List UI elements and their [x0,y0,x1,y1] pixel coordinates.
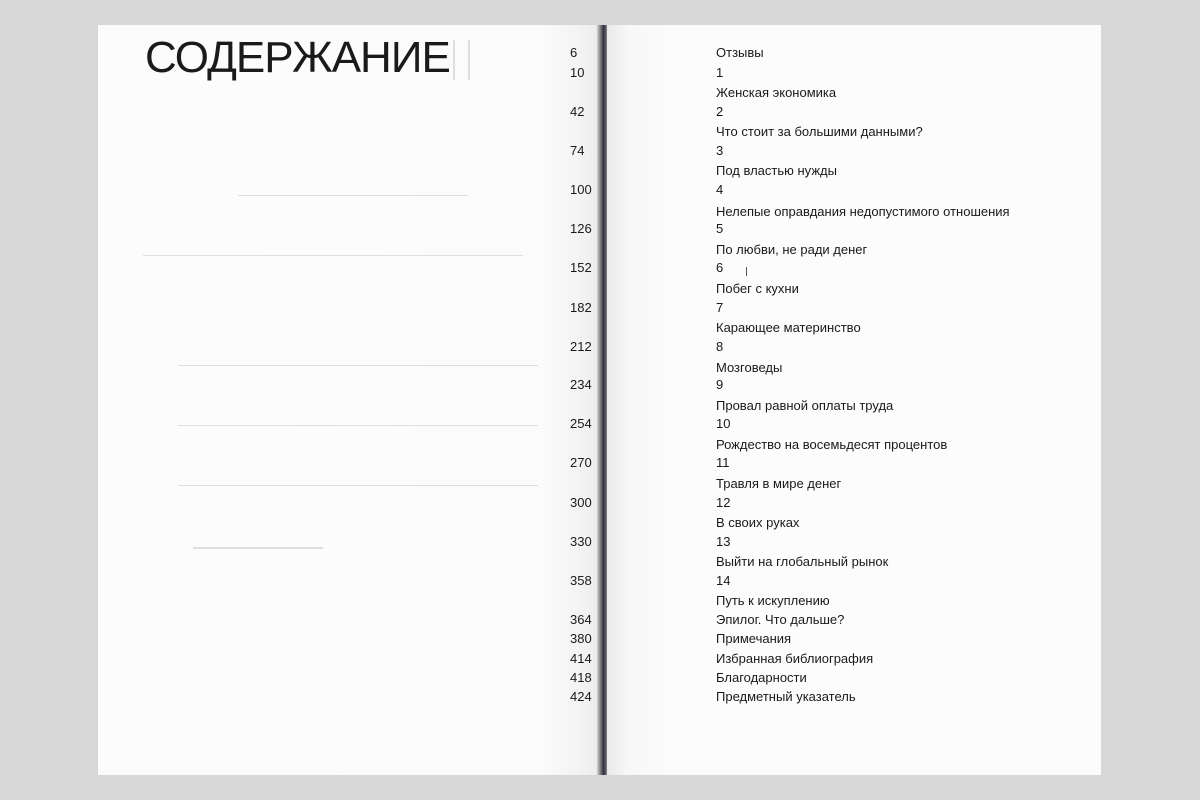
toc-chapter-number: 1 [716,65,724,80]
show-through-mark [178,365,538,366]
toc-page-number: 364 [570,612,592,627]
toc-page-number: 212 [570,339,592,354]
toc-chapter-number: 6 [716,260,724,275]
toc-chapter-number: 5 [716,221,724,236]
toc-page-number: 10 [570,65,585,80]
toc-page-number: 234 [570,377,592,392]
toc-chapter-number: 8 [716,339,724,354]
toc-page-number: 100 [570,182,592,197]
toc-chapter-number: 9 [716,377,724,392]
toc-chapter-number: 14 [716,573,731,588]
show-through-mark [453,40,455,80]
toc-chapter-number: 3 [716,143,724,158]
page-title: СОДЕРЖАНИЕ [145,33,450,82]
show-through-mark [193,547,323,549]
toc-entry-title: Нелепые оправдания недопустимого отношения [716,204,1010,219]
toc-page-number: 152 [570,260,592,275]
toc-chapter-number: 2 [716,104,724,119]
toc-entry-title: Провал равной оплаты труда [716,398,894,413]
toc-chapter-number: 10 [716,416,731,431]
toc-entry-title: Предметный указатель [716,689,856,704]
toc-entry-title: Эпилог. Что дальше? [716,612,845,627]
show-through-mark [238,195,468,196]
show-through-mark [178,485,538,486]
show-through-mark [178,425,538,426]
toc-page-number: 182 [570,300,592,315]
toc-page-number: 6 [570,45,578,60]
toc-entry-title: Отзывы [716,45,764,60]
toc-page-number: 358 [570,573,592,588]
toc-entry-title: Благодарности [716,670,807,685]
toc-entry-title: Примечания [716,631,792,646]
toc-page-number: 270 [570,455,592,470]
toc-entry-title: Травля в мире денег [716,476,842,491]
toc-chapter-number: 4 [716,182,724,197]
toc-chapter-number: 13 [716,534,731,549]
toc-entry-title: Путь к искуплению [716,593,830,608]
toc-page-number: 74 [570,143,585,158]
toc-page-number: 418 [570,670,592,685]
toc-page-number: 330 [570,534,592,549]
toc-entry-title: Под властью нужды [716,163,837,178]
toc-entry-title: Побег с кухни [716,281,799,296]
toc-entry-title: Карающее материнство [716,320,861,335]
toc-entry-title: По любви, не ради денег [716,242,868,257]
show-through-mark [143,255,523,256]
toc-entry-title: Мозговеды [716,360,783,375]
toc-chapter-number: 11 [716,455,730,470]
print-tick-mark [746,267,747,276]
toc-page-number: 300 [570,495,592,510]
toc-entry-title: Рождество на восемьдесят процентов [716,437,948,452]
toc-page-number: 424 [570,689,592,704]
toc-entry-title: Что стоит за большими данными? [716,124,923,139]
toc-page-number: 414 [570,651,592,666]
show-through-mark [468,40,470,80]
toc-entry-title: Избранная библиография [716,651,874,666]
toc-entry-title: Выйти на глобальный рынок [716,554,889,569]
toc-entry-title: В своих руках [716,515,800,530]
toc-entry-title: Женская экономика [716,85,837,100]
toc-chapter-number: 7 [716,300,724,315]
left-page [98,25,603,775]
toc-page-number: 254 [570,416,592,431]
toc-page-number: 42 [570,104,585,119]
book-spread [98,25,1101,775]
toc-chapter-number: 12 [716,495,731,510]
toc-page-number: 126 [570,221,592,236]
toc-page-number: 380 [570,631,592,646]
